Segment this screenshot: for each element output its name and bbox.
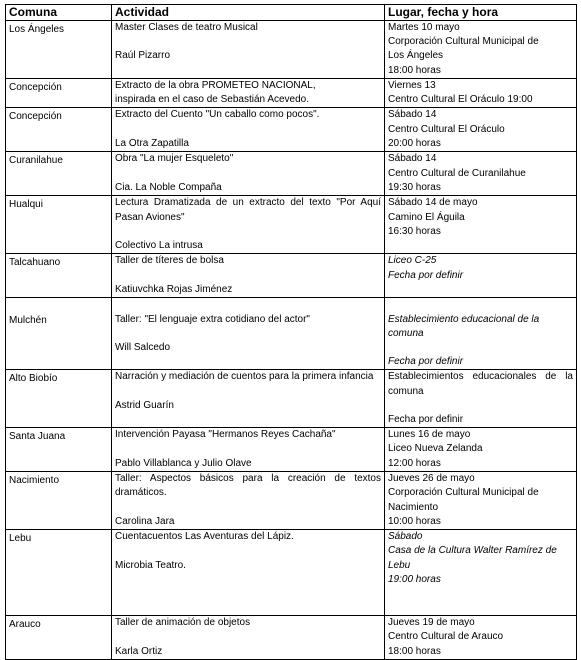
lugar-line: Establecimientos educacionales de la comuna <box>388 371 573 397</box>
table-row <box>6 21 577 79</box>
blank-line <box>115 544 381 558</box>
actividad-line: Master Clases de teatro Musical <box>115 22 258 33</box>
comuna-cell: Arauco <box>6 616 112 660</box>
header-lugar: Lugar, fecha y hora <box>385 5 577 21</box>
actividad-cell <box>112 530 385 616</box>
lugar-cell <box>385 254 577 298</box>
actividad-line: La Otra Zapatilla <box>115 137 189 149</box>
table-row <box>6 530 577 616</box>
actividad-cell <box>112 196 385 254</box>
lugar-line: Sábado 14 <box>388 109 437 121</box>
table-row <box>6 108 577 152</box>
actividad-line: Taller de títeres de bolsa <box>115 255 224 267</box>
actividad-cell <box>112 428 385 472</box>
lugar-line: 20:00 horas <box>388 137 441 149</box>
lugar-cell <box>385 108 577 152</box>
lugar-line: Jueves 26 de mayo <box>388 473 475 485</box>
actividad-line: Extracto del Cuento "Un caballo como pocos". <box>115 109 320 121</box>
comuna-cell: Los Ángeles <box>6 21 112 79</box>
blank-line <box>115 225 381 239</box>
lugar-line: Sábado 14 <box>388 153 437 165</box>
comuna-cell: Hualqui <box>6 196 112 254</box>
lugar-line: Centro Cultural El Oráculo <box>388 123 505 135</box>
actividad-line: Katiuvchka Rojas Jiménez <box>115 283 233 295</box>
lugar-cell <box>385 370 577 428</box>
comuna-cell: Nacimiento <box>6 472 112 530</box>
lugar-line: Sábado <box>388 531 423 543</box>
lugar-line: Martes 10 mayo <box>388 22 460 33</box>
comuna-cell: Talcahuano <box>6 254 112 298</box>
lugar-line: Los Ángeles <box>388 50 444 62</box>
table-row <box>6 428 577 472</box>
header-actividad: Actividad <box>112 5 385 21</box>
lugar-line: Fecha por definir <box>388 414 464 425</box>
comuna-cell: Santa Juana <box>6 428 112 472</box>
table-row <box>6 152 577 196</box>
actividad-line: Cuentacuentos Las Aventuras del Lápiz. <box>115 531 294 543</box>
table-row <box>6 472 577 530</box>
blank-line <box>388 298 573 312</box>
actividad-line: Carolina Jara <box>115 515 175 527</box>
comuna-cell: Mulchén <box>6 298 112 370</box>
actividad-line: Narración y mediación de cuentos para la primera infancia <box>115 371 374 383</box>
actividad-line: Colectivo La intrusa <box>115 240 203 251</box>
actividad-line: Intervención Payasa "Hermanos Reyes Cachaña" <box>115 429 336 441</box>
actividad-cell <box>112 21 385 79</box>
lugar-line: Viernes 13 <box>388 80 436 91</box>
lugar-cell <box>385 152 577 196</box>
header-comuna: Comuna <box>6 5 112 21</box>
actividad-line: Microbia Teatro. <box>115 559 186 571</box>
lugar-line: Corporación Cultural Municipal de <box>388 487 539 499</box>
blank-line <box>115 167 381 181</box>
lugar-line: Lunes 16 de mayo <box>388 429 471 441</box>
comuna-cell: Concepción <box>6 79 112 108</box>
actividad-line: Pablo Villablanca y Julio Olave <box>115 457 252 469</box>
actividad-line: Lectura Dramatizada de un extracto del texto "Por Aquí Pasan Aviones" <box>115 197 381 223</box>
lugar-line: 12:00 horas <box>388 457 441 469</box>
comuna-cell: Curanilahue <box>6 152 112 196</box>
table-row <box>6 370 577 428</box>
lugar-cell <box>385 79 577 108</box>
table-row <box>6 196 577 254</box>
actividad-line: Will Salcedo <box>115 341 171 353</box>
lugar-line: Establecimiento educacional de la comuna <box>388 313 540 339</box>
comuna-cell: Alto Biobío <box>6 370 112 428</box>
actividad-line: Karla Ortiz <box>115 645 163 657</box>
lugar-line: Fecha por definir <box>388 356 464 368</box>
lugar-line: Sábado 14 de mayo <box>388 197 478 209</box>
lugar-line: Corporación Cultural Municipal de <box>388 36 539 48</box>
actividad-cell <box>112 472 385 530</box>
actividad-line: Obra "La mujer Esqueleto" <box>115 153 234 165</box>
actividad-line: Taller de animación de objetos <box>115 617 251 629</box>
blank-line <box>115 327 381 341</box>
table-row <box>6 79 577 108</box>
blank-line <box>115 269 381 283</box>
lugar-line: Liceo C-25 <box>388 255 437 267</box>
lugar-line: 16:30 horas <box>388 225 441 237</box>
blank-line <box>115 501 381 515</box>
actividad-cell <box>112 254 385 298</box>
lugar-line: Casa de la Cultura Walter Ramírez de Lebu <box>388 545 557 571</box>
lugar-line: 10:00 horas <box>388 515 441 527</box>
lugar-line: 19:30 horas <box>388 181 441 193</box>
lugar-line: Camino El Águila <box>388 211 465 223</box>
actividad-line: inspirada en el caso de Sebastián Acevedo. <box>115 94 310 106</box>
lugar-line: 18:00 horas <box>388 64 441 76</box>
lugar-line: 18:00 horas <box>388 645 441 657</box>
lugar-cell <box>385 298 577 370</box>
blank-line <box>115 630 381 644</box>
actividad-cell <box>112 152 385 196</box>
lugar-line: Nacimiento <box>388 501 439 513</box>
lugar-cell <box>385 530 577 616</box>
actividad-line: Extracto de la obra PROMETEO NACIONAL, <box>115 80 316 91</box>
actividad-cell <box>112 370 385 428</box>
table-row <box>6 298 577 370</box>
lugar-line: Centro Cultural de Curanilahue <box>388 167 526 179</box>
actividad-cell <box>112 79 385 108</box>
actividad-line: Taller: "El lenguaje extra cotidiano del actor" <box>115 313 310 325</box>
lugar-line: Liceo Nueva Zelanda <box>388 443 483 455</box>
actividad-line: Raúl Pizarro <box>115 50 171 62</box>
lugar-line: Centro Cultural El Oráculo 19:00 <box>388 94 533 106</box>
blank-line <box>115 298 381 312</box>
lugar-cell <box>385 196 577 254</box>
blank-line <box>388 399 573 413</box>
actividad-line: Astrid Guarín <box>115 399 174 411</box>
header-row <box>6 5 577 21</box>
actividad-line: Cia. La Noble Compaña <box>115 181 222 193</box>
blank-line <box>115 123 381 137</box>
lugar-cell <box>385 21 577 79</box>
lugar-line: Centro Cultural de Arauco <box>388 631 504 643</box>
actividad-cell <box>112 108 385 152</box>
blank-line <box>115 385 381 399</box>
lugar-line: Fecha por definir <box>388 269 464 281</box>
blank-line <box>115 442 381 456</box>
blank-line <box>115 35 381 49</box>
comuna-cell: Lebu <box>6 530 112 616</box>
activities-table <box>5 4 577 660</box>
lugar-cell <box>385 428 577 472</box>
blank-line <box>388 341 573 355</box>
lugar-line: 19:00 horas <box>388 573 441 585</box>
comuna-cell: Concepción <box>6 108 112 152</box>
actividad-cell <box>112 298 385 370</box>
lugar-cell <box>385 472 577 530</box>
table-row <box>6 254 577 298</box>
lugar-line: Jueves 19 de mayo <box>388 617 475 629</box>
actividad-line: Taller: Aspectos básicos para la creación de textos dramáticos. <box>115 473 381 499</box>
